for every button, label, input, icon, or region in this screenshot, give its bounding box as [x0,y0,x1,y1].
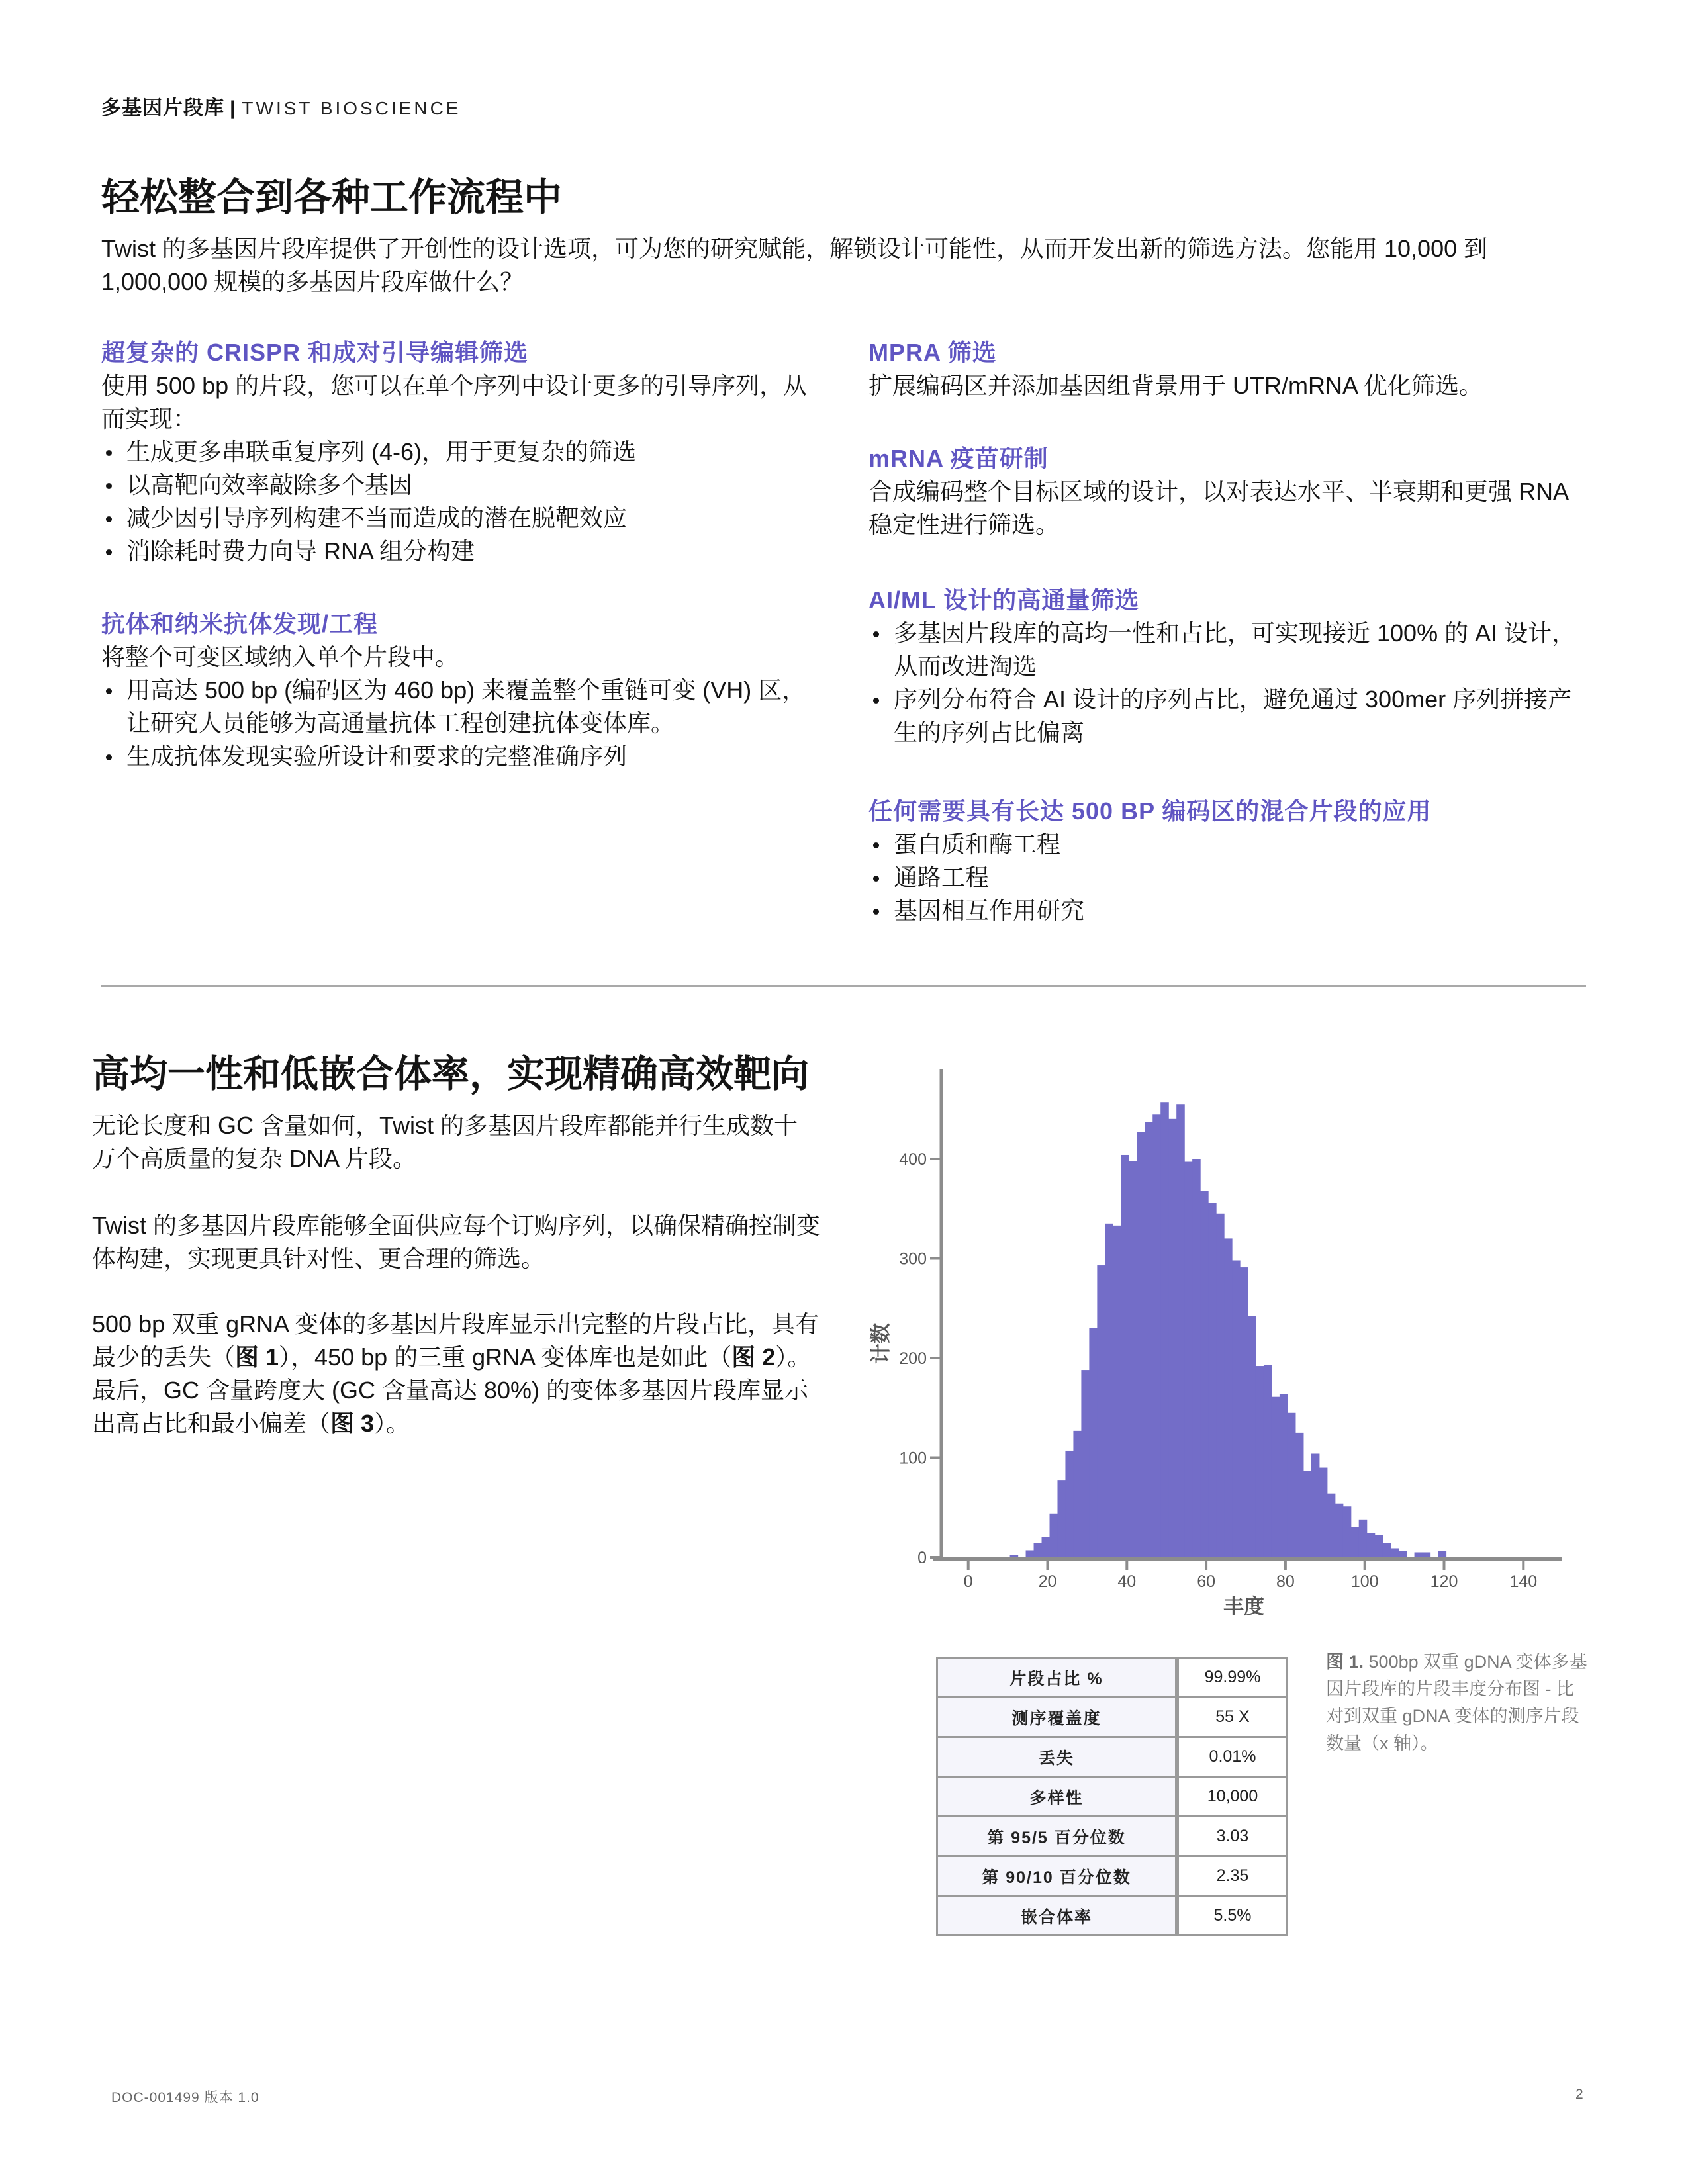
aiml-heading: AI/ML 设计的高通量筛选 [868,586,1140,614]
histogram-bar [1264,1365,1272,1557]
x-tick-label: 0 [963,1572,973,1591]
text-run: ）。 [374,1410,410,1437]
section2-paragraph-1: 无论长度和 GC 含量如何，Twist 的多基因片段库都能并行生成数十万个高质量的复杂 DNA 片段。 [92,1112,798,1172]
x-tick-label: 120 [1430,1572,1458,1591]
stat-value: 0.01% [1177,1737,1288,1777]
histogram-bar [1057,1480,1066,1557]
list-item: 基因相互作用研究 [868,894,1590,927]
list-item: 序列分布符合 AI 设计的序列占比，避免通过 300mer 序列拼接产生的序列占比偏离 [868,683,1590,749]
list-item: 生成抗体发现实验所设计和要求的完整准确序列 [101,740,813,773]
histogram-bar [1327,1494,1336,1557]
section2-paragraph-3 [92,1308,820,1440]
figure-1-caption [1326,1649,1591,1757]
histogram-bar [1423,1552,1431,1557]
histogram-bar [1351,1527,1360,1557]
histogram-bar [1295,1433,1304,1557]
brand-name: TWIST BIOSCIENCE [242,98,461,118]
histogram-bar [1359,1520,1368,1557]
section2-title: 高均一性和低嵌合体率，实现精确高效靶向 [92,1053,809,1095]
text-run: ）。最后，GC 含量跨度大 (GC 含量高达 80%) 的变体多基因片段库显示出高占比和最小偏差（ [92,1343,812,1437]
list-item: 消除耗时费力向导 RNA 组分构建 [101,535,813,568]
table-row [937,1698,1288,1737]
list-item: 生成更多串联重复序列 (4-6)，用于更复杂的筛选 [101,435,813,469]
section-divider [101,985,1586,987]
table-row [937,1777,1288,1817]
x-tick-label: 80 [1276,1572,1295,1591]
product-name: 多基因片段库 [101,97,224,119]
table-row [937,1856,1288,1896]
histogram-bar [1319,1468,1328,1557]
histogram-bar [1200,1191,1209,1557]
page-number: 2 [1575,2087,1584,2102]
histogram-bar [1367,1533,1376,1557]
histogram-bar [1168,1119,1177,1557]
table-row [937,1658,1288,1698]
figure-reference: 图 3 [330,1410,375,1437]
histogram-bar [1184,1162,1193,1557]
applications-bullets [868,828,1590,927]
mrna-heading: mRNA 疫苗研制 [868,445,1049,472]
histogram-bar [1073,1431,1082,1557]
document-id: DOC-001499 版本 1.0 [111,2090,259,2105]
histogram-bar [1399,1551,1407,1557]
histogram-bar [1192,1159,1201,1557]
text-run: 500 bp 双重 gRNA 变体的多基因片段库显示出完整的片段占比，具有最少的丢失（ [92,1310,820,1371]
mrna-paragraph: 合成编码整个目标区域的设计，以对表达水平、半衰期和更强 RNA 稳定性进行筛选。 [868,478,1568,538]
antibody-paragraph: 将整个可变区域纳入单个片段中。 [101,643,459,670]
histogram-bar [1280,1394,1288,1557]
histogram-bar [1438,1551,1447,1557]
abundance-histogram [861,1052,1575,1628]
list-item: 用高达 500 bp (编码区为 460 bp) 来覆盖整个重链可变 (VH) 区，让研究人员能够为高通量抗体工程创建抗体变体库。 [101,674,813,740]
stat-value: 3.03 [1177,1817,1288,1856]
x-tick-label: 40 [1117,1572,1137,1591]
histogram-bar [1248,1316,1256,1557]
x-tick-label: 100 [1350,1572,1379,1591]
stat-value: 10,000 [1177,1777,1288,1817]
histogram-bar [1042,1537,1051,1557]
stat-value: 5.5% [1177,1896,1288,1936]
list-item: 以高靶向效率敲除多个基因 [101,469,813,502]
antibody-heading: 抗体和纳米抗体发现/工程 [101,610,379,637]
caption-label: 图 1. [1326,1652,1364,1672]
antibody-bullets [101,674,813,773]
histogram-bar [1256,1366,1264,1557]
stat-value: 99.99% [1177,1658,1288,1698]
section2-paragraph-2: Twist 的多基因片段库能够全面供应每个订购序列，以确保精确控制变体构建，实现更具针对性、更合理的筛选。 [92,1212,821,1272]
histogram-bar [1224,1238,1233,1557]
caption-text: 500bp 双重 gDNA 变体多基因片段库的片段丰度分布图 - 比对到双重 gDNA 变体的测序片段数量（x 轴）。 [1326,1652,1587,1753]
aiml-block [868,584,1590,749]
histogram-bar [1311,1453,1320,1557]
histogram-bar [1208,1203,1217,1557]
y-axis-title: 计数 [869,1323,892,1364]
list-item: 蛋白质和酶工程 [868,828,1590,861]
crispr-heading: 超复杂的 CRISPR 和成对引导编辑筛选 [101,339,529,366]
crispr-paragraph: 使用 500 bp 的片段，您可以在单个序列中设计更多的引导序列，从而实现： [101,372,808,432]
list-item: 通路工程 [868,861,1590,894]
applications-heading: 任何需要具有长达 500 BP 编码区的混合片段的应用 [868,797,1432,825]
histogram-bar [1010,1555,1019,1557]
stat-label: 丢失 [937,1737,1178,1777]
aiml-bullets [868,617,1590,749]
histogram-bar [1303,1471,1312,1557]
list-item: 减少因引导序列构建不当而造成的潜在脱靶效应 [101,502,813,535]
histogram-bar [1375,1535,1383,1557]
applications-block [868,795,1590,927]
histogram-bar [1232,1261,1241,1557]
mrna-block [868,442,1590,541]
histogram-bar [1335,1504,1344,1557]
x-tick-label: 60 [1197,1572,1216,1591]
histogram-bar [1288,1413,1296,1557]
section1-intro: Twist 的多基因片段库提供了开创性的设计选项，可为您的研究赋能，解锁设计可能性，从而开发出新的筛选方法。您能用 10,000 到 1,000,000 规模的多基因片段库做什么？ [101,235,1488,295]
table-row [937,1896,1288,1936]
histogram-bar [1176,1104,1185,1557]
header-separator: | [230,97,236,119]
histogram-bar [1415,1552,1423,1557]
y-tick-label: 400 [899,1150,927,1169]
stat-label: 第 95/5 百分位数 [937,1817,1178,1856]
stat-value: 2.35 [1177,1856,1288,1896]
list-item: 多基因片段库的高均一性和占比，可实现接近 100% 的 AI 设计，从而改进淘选 [868,617,1590,683]
histogram-bar [1216,1214,1225,1557]
figure-reference: 图 1 [235,1343,279,1371]
stat-label: 测序覆盖度 [937,1698,1178,1737]
histogram-bar [1160,1102,1169,1557]
histogram-bar [1383,1543,1391,1557]
stat-label: 多样性 [937,1777,1178,1817]
histogram-bar [1105,1224,1113,1557]
histogram-bar [1034,1543,1043,1557]
histogram-bar [1050,1514,1058,1557]
running-header [101,97,461,120]
mpra-heading: MPRA 筛选 [868,339,997,366]
text-run: ），450 bp 的三重 gRNA 变体库也是如此（ [279,1343,732,1371]
x-axis-title: 丰度 [1223,1595,1264,1618]
histogram-bar [1391,1548,1399,1557]
antibody-block [101,608,813,773]
histogram-bar [1026,1550,1035,1557]
library-stats-table [936,1657,1288,1936]
histogram-bar [1145,1122,1153,1557]
histogram-bar [1121,1155,1129,1557]
y-tick-label: 200 [899,1349,927,1368]
stat-label: 片段占比 % [937,1658,1178,1698]
x-tick-label: 20 [1038,1572,1057,1591]
histogram-bar [1240,1267,1248,1557]
histogram-bar [1113,1226,1121,1557]
crispr-block [101,336,813,568]
y-tick-label: 300 [899,1250,927,1269]
mpra-block [868,336,1590,402]
table-row [937,1817,1288,1856]
y-tick-label: 0 [917,1549,927,1567]
stat-label: 第 90/10 百分位数 [937,1856,1178,1896]
crispr-bullets [101,435,813,568]
histogram-bar [1065,1451,1074,1557]
table-row [937,1737,1288,1777]
histogram-bar [1097,1265,1105,1557]
histogram-bar [1129,1161,1137,1557]
y-tick-label: 100 [899,1449,927,1468]
histogram-bar [1272,1397,1280,1557]
histogram-bar [1081,1370,1090,1557]
histogram-bar [1137,1132,1145,1557]
histogram-bar [1343,1506,1352,1557]
figure-reference: 图 2 [731,1343,776,1371]
x-tick-label: 140 [1509,1572,1538,1591]
stat-label: 嵌合体率 [937,1896,1178,1936]
stat-value: 55 X [1177,1698,1288,1737]
histogram-bar [1152,1114,1161,1557]
section1-title: 轻松整合到各种工作流程中 [101,176,563,219]
histogram-bars [1010,1102,1447,1557]
mpra-paragraph: 扩展编码区并添加基因组背景用于 UTR/mRNA 优化筛选。 [868,372,1483,399]
histogram-bar [1089,1328,1098,1557]
